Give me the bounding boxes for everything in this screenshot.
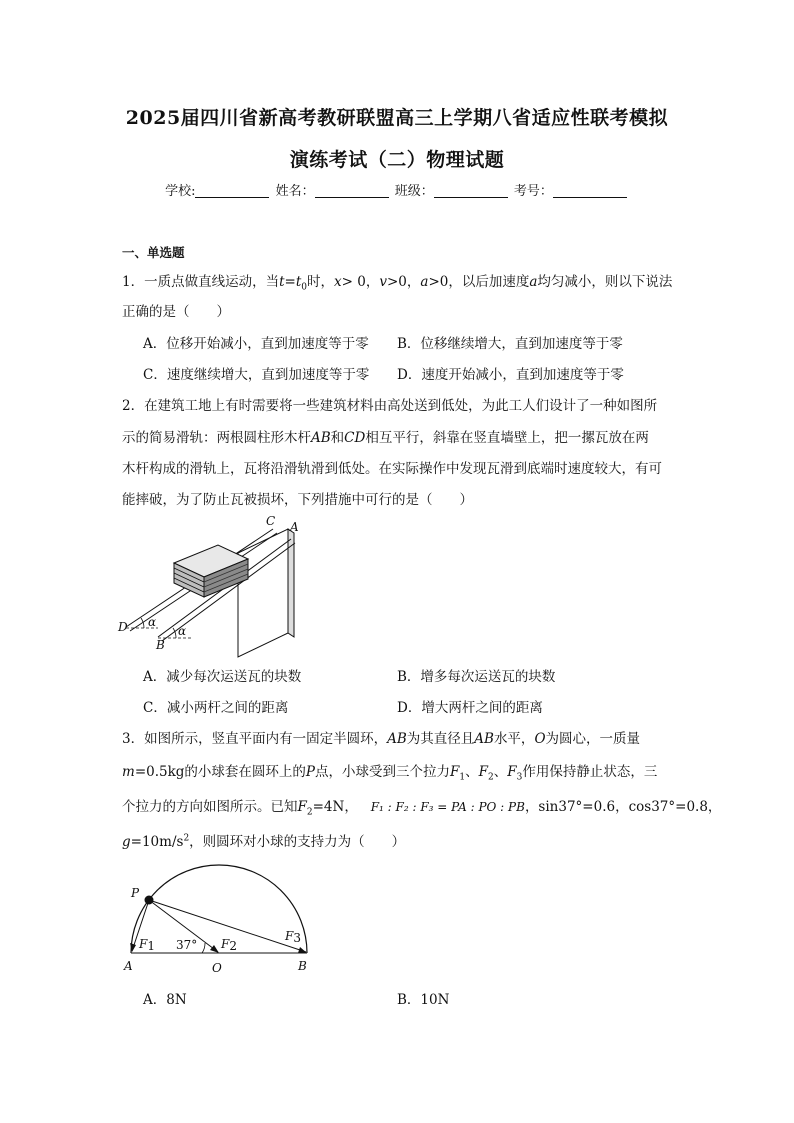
force-ratio: F₁ : F₂ : F₃ = PA : PO : PB <box>370 800 525 814</box>
wall <box>238 529 288 657</box>
label-p: P <box>131 886 140 900</box>
q2-slide-rail-diagram <box>118 515 308 650</box>
q1-stem-line1: 1．一质点做直线运动，当$t=t_0$时，x> 0，v>0，a>0，以后加速度a均匀减小，则以下说法 <box>122 274 673 293</box>
force-f3-arrow <box>298 947 307 953</box>
wall-side <box>288 529 294 637</box>
q1-option-c[interactable]: C．速度继续增大，直到加速度等于零 <box>143 367 370 383</box>
class-blank[interactable] <box>434 183 508 198</box>
force-f2-arrow <box>210 945 219 953</box>
exam-number-label: 考号： <box>513 184 553 199</box>
label-alpha-2: α <box>178 624 187 638</box>
name-blank[interactable] <box>315 183 389 198</box>
label-o: O <box>212 961 222 975</box>
semicircle-ring <box>131 865 307 953</box>
page-title-line2: 演练考试（二）物理试题 <box>289 149 505 171</box>
q2-stem-line1: 2．在建筑工地上有时需要将一些建筑材料由高处送到低处，为此工人们设计了一种如图所 <box>122 398 658 414</box>
exam-number-blank[interactable] <box>553 183 627 198</box>
q1-option-d[interactable]: D．速度开始减小，直到加速度等于零 <box>397 367 624 383</box>
class-label: 班级： <box>394 184 434 199</box>
q2-option-d[interactable]: D．增大两杆之间的距离 <box>397 700 543 716</box>
page-title-line1: 2025届四川省新高考教研联盟高三上学期八省适应性联考模拟 <box>125 107 669 129</box>
q3-option-a[interactable]: A．8N <box>143 992 187 1008</box>
student-info-row <box>0 180 794 199</box>
label-f2: F2 <box>221 937 237 953</box>
q2-stem-line4: 能摔破，为了防止瓦被损坏，下列措施中可行的是（ ） <box>122 492 473 508</box>
section-heading: 一、单选题 <box>122 245 185 260</box>
label-b: B <box>156 638 165 652</box>
q1-stem-line2: 正确的是（ ） <box>122 304 230 320</box>
q2-stem-line3: 木杆构成的滑轨上，瓦将沿滑轨滑到低处。在实际操作中发现瓦滑到底端时速度较大，有可 <box>122 461 662 477</box>
label-b: B <box>298 959 307 973</box>
label-d: D <box>118 620 128 634</box>
q2-option-a[interactable]: A．减少每次运送瓦的块数 <box>143 669 302 685</box>
q2-stem-line2: 示的简易滑轨：两根圆柱形木杆AB和CD相互平行，斜靠在竖直墙壁上，把一摞瓦放在两 <box>122 430 649 446</box>
q3-stem-line2: m=0.5kg的小球套在圆环上的P点，小球受到三个拉力$F_1$、$F_2$、$F_3$作用保持静止状态，三 <box>122 764 658 783</box>
label-a: A <box>124 959 133 973</box>
q2-option-b[interactable]: B．增多每次运送瓦的块数 <box>397 669 556 685</box>
q3-stem-line1: 3．如图所示，竖直平面内有一固定半圆环，AB为其直径且AB水平，O为圆心，一质量 <box>122 731 641 747</box>
school-label: 学校: <box>165 184 196 199</box>
label-alpha-1: α <box>148 615 157 629</box>
angle-arc <box>202 943 205 953</box>
q3-semicircle-diagram <box>118 868 323 980</box>
label-a: A <box>290 520 299 534</box>
q3-option-b[interactable]: B．10N <box>397 992 450 1008</box>
q3-stem-line3: 个拉力的方向如图所示。已知$F_2=4N$， F₁ : F₂ : F₃ = PA : PO : PB，sin37°=0.6，cos37°=0.8， <box>122 799 722 818</box>
q3-stem-line4: $g=10m/s^2$，则圆环对小球的支持力为（ ） <box>122 833 406 850</box>
school-blank[interactable] <box>195 183 269 198</box>
label-angle: 37° <box>176 938 198 952</box>
q2-option-c[interactable]: C．减小两杆之间的距离 <box>143 700 289 716</box>
q1-option-b[interactable]: B．位移继续增大，直到加速度等于零 <box>397 336 623 352</box>
label-f3: F3 <box>285 929 301 945</box>
name-label: 姓名： <box>275 184 315 199</box>
label-c: C <box>266 514 276 528</box>
q1-option-a[interactable]: A．位移开始减小，直到加速度等于零 <box>143 336 369 352</box>
label-f1: F1 <box>139 937 155 953</box>
